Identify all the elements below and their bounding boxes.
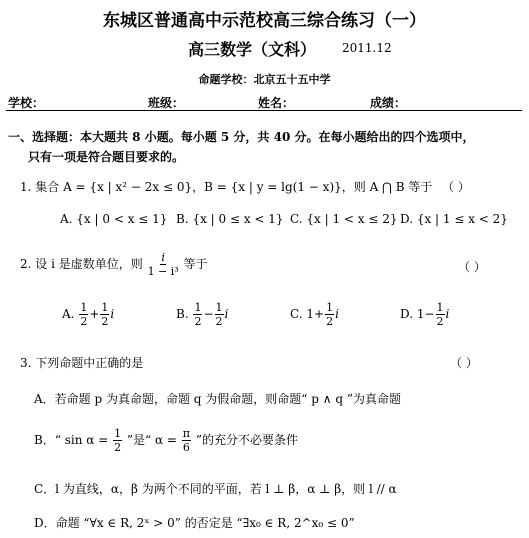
q1-option-a: A. {x | 0 < x ≤ 1} — [60, 212, 168, 226]
q2-option-a — [62, 302, 114, 327]
q2-c-frac — [325, 302, 334, 327]
q2-c-n: 1 — [326, 301, 334, 314]
q2-a-d1: 2 — [80, 315, 88, 328]
q2-a-d2: 2 — [101, 315, 109, 328]
q2-b-d2: 2 — [215, 315, 223, 328]
q2-a-tail: i — [110, 307, 115, 321]
q2-option-a-label: A. — [62, 307, 75, 321]
q2-d-frac — [436, 302, 445, 327]
q3-b-n2: π — [182, 427, 191, 440]
q2-b-frac2 — [215, 302, 224, 327]
q2-option-d-label: D. — [400, 307, 414, 321]
q2-d-d: 2 — [436, 315, 444, 328]
q3-option-c: C．l 为直线，α，β 为两个不同的平面，若 l ⊥ β，α ⊥ β，则 l // α — [34, 482, 397, 496]
q3-stem: 3. 下列命题中正确的是 — [20, 356, 144, 370]
q2-a-frac2 — [100, 302, 109, 327]
q3-answer-paren: （ ） — [450, 356, 478, 370]
exam-subtitle: 高三数学（文科） — [188, 40, 317, 59]
q3-b-d2: 6 — [182, 441, 190, 454]
q3-b-n1: 1 — [114, 427, 122, 440]
q2-a-frac1 — [79, 302, 88, 327]
q2-b-op: − — [203, 307, 214, 321]
q2-option-c — [290, 302, 339, 327]
field-name: 姓名： — [258, 96, 295, 110]
q3-option-d: D．命题 “∀x ∈ R, 2ˣ > 0” 的否定是 “∃x₀ ∈ R, 2^x₀ ≤ 0” — [34, 516, 355, 530]
q2-d-tail: i — [445, 307, 450, 321]
q3-b-pre: B．“ sin α = — [34, 433, 113, 447]
q3-option-b — [34, 428, 298, 453]
section-heading: 一、选择题：本大题共 8 小题。每小题 5 分，共 40 分。在每小题给出的四个选项中， — [8, 130, 475, 144]
q2-option-c-label: C. — [290, 307, 303, 321]
q2-a-n1: 1 — [80, 301, 88, 314]
q2-frac-den: 1 − i³ — [147, 265, 179, 278]
q2-stem — [20, 252, 208, 277]
q2-fraction — [148, 252, 179, 277]
q2-option-b — [176, 302, 228, 327]
q2-d-pre: 1− — [416, 307, 435, 321]
q2-b-d1: 2 — [194, 315, 202, 328]
q2-answer-paren: （ ） — [458, 260, 486, 274]
q2-c-tail: i — [335, 307, 339, 321]
q2-stem-post: 等于 — [183, 257, 208, 271]
q1-option-b: B. {x | 0 ≤ x < 1} — [176, 212, 284, 226]
field-class: 班级： — [148, 96, 185, 110]
exam-title: 东城区普通高中示范校高三综合练习（一） — [103, 11, 426, 31]
q2-b-tail: i — [224, 307, 229, 321]
q3-b-post: ”的充分不必要条件 — [192, 433, 298, 447]
q3-option-a: A．若命题 p 为真命题，命题 q 为假命题，则命题“ p ∧ q ”为真命题 — [34, 392, 401, 406]
q3-b-d1: 2 — [114, 441, 122, 454]
q2-frac-num: i — [161, 251, 165, 264]
q2-b-frac1 — [193, 302, 202, 327]
exam-date: 2011.12 — [342, 41, 392, 55]
q2-a-n2: 1 — [101, 301, 109, 314]
header-divider — [6, 110, 522, 111]
q3-b-frac1 — [113, 428, 122, 453]
q3-b-mid: ”是“ α = — [123, 433, 181, 447]
field-score: 成绩： — [370, 96, 407, 110]
q2-a-op: + — [89, 307, 100, 321]
student-info-fields — [8, 94, 518, 110]
q2-c-pre: 1+ — [306, 307, 325, 321]
q2-b-n2: 1 — [215, 301, 223, 314]
q3-b-frac2 — [182, 428, 191, 453]
q1-stem: 1. 集合 A = {x | x² − 2x ≤ 0}，B = {x | y = lg(1 − x)}，则 A ⋂ B 等于 — [20, 180, 433, 194]
q2-option-d — [400, 302, 449, 327]
author-school: 命题学校：北京五十五中学 — [198, 73, 331, 86]
section-heading-cont: 只有一项是符合题目要求的。 — [28, 150, 185, 164]
q1-option-c: C. {x | 1 < x ≤ 2} — [290, 212, 398, 226]
q1-option-d: D. {x | 1 ≤ x < 2} — [400, 212, 508, 226]
q2-c-d: 2 — [326, 315, 334, 328]
q2-option-b-label: B. — [176, 307, 189, 321]
q1-answer-paren: （ ） — [442, 180, 470, 194]
q2-d-n: 1 — [436, 301, 444, 314]
q2-b-n1: 1 — [194, 301, 202, 314]
field-school: 学校： — [8, 96, 45, 110]
q2-stem-pre: 2. 设 i 是虚数单位，则 — [20, 257, 143, 271]
